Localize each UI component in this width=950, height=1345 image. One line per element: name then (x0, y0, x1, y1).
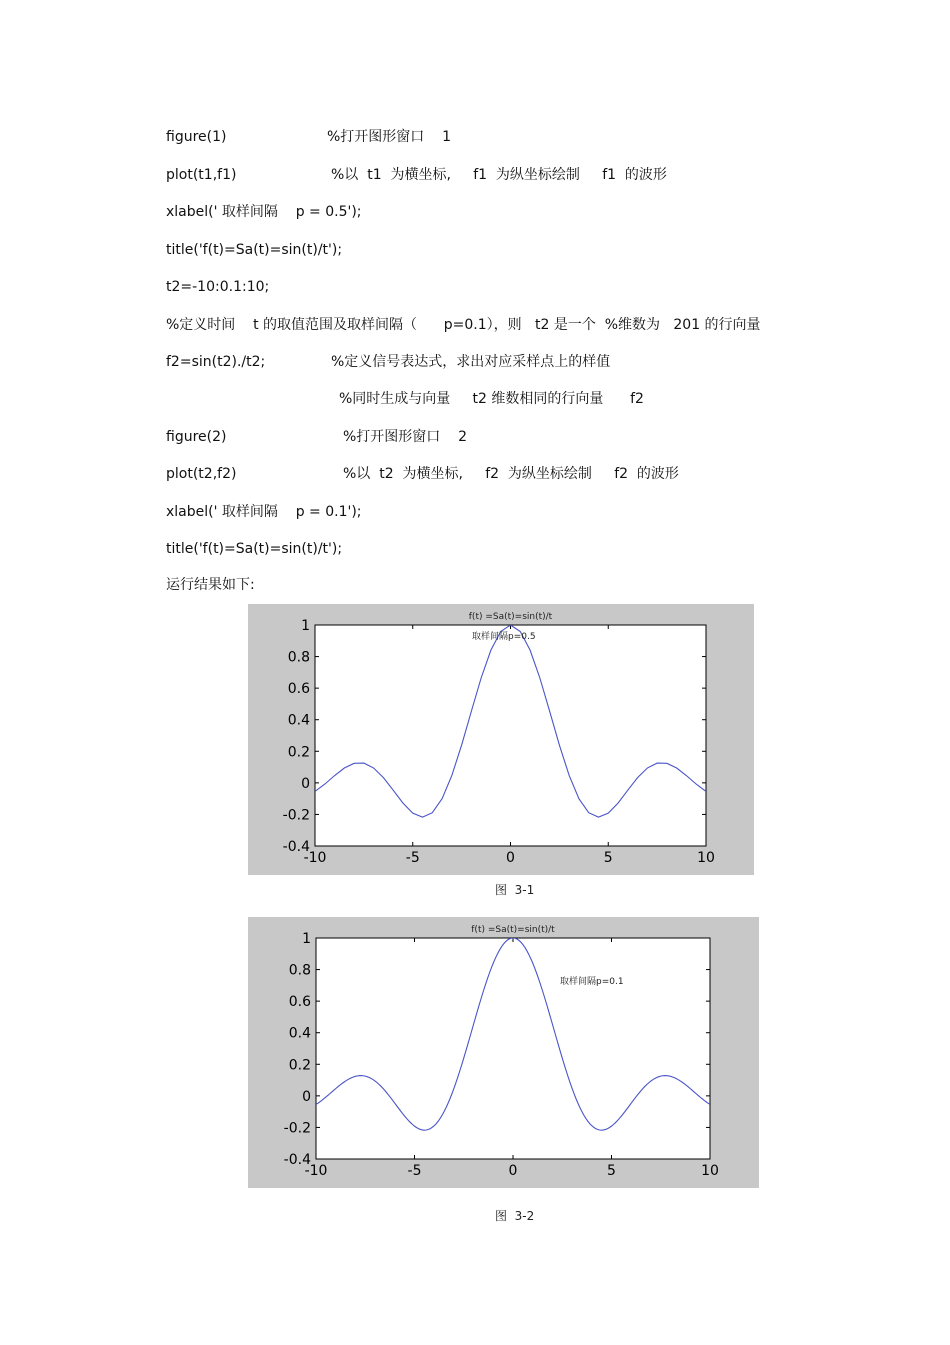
chart-svg-1 (248, 604, 754, 875)
chart-title: f(t) =Sa(t)=sin(t)/t (468, 612, 553, 622)
code-line: f2=sin(t2)./t2; (166, 354, 266, 370)
y-tick-label: 0.2 (287, 744, 310, 761)
y-tick-label: -0.4 (283, 1152, 311, 1168)
code-comment: %打开图形窗口 1 (327, 129, 452, 145)
chart-svg-2 (248, 917, 759, 1188)
code-line (166, 166, 236, 184)
plot-area (316, 938, 710, 1159)
code-line: t2=-10:0.1:10; (166, 279, 270, 295)
code-line: title('f(t)=Sa(t)=sin(t)/t'); (166, 541, 343, 557)
y-tick-label: 0.8 (287, 649, 310, 666)
x-tick-label: 0 (506, 850, 515, 866)
x-tick-label: 10 (701, 1163, 719, 1179)
code-line (166, 128, 226, 146)
y-tick-label: 0.6 (288, 994, 311, 1011)
y-tick-label: 0 (302, 1088, 311, 1105)
figure-caption-2: 图 3-2 (495, 1209, 535, 1223)
code-line: plot(t2,f2) (166, 466, 237, 482)
y-tick-label: 0.4 (288, 1025, 311, 1042)
code-line: figure(2) (166, 429, 227, 445)
code-line: xlabel(' 取样间隔 p = 0.1'); (166, 504, 362, 520)
x-tick-label: 5 (603, 850, 613, 866)
y-tick-label: 1 (301, 618, 310, 634)
chart-title: f(t) =Sa(t)=sin(t)/t (471, 925, 555, 935)
y-tick-label: 0.2 (288, 1057, 311, 1074)
plot-area (315, 625, 706, 846)
y-tick-label: -0.2 (283, 1120, 311, 1137)
code-comment: %定义信号表达式，求出对应采样点上的样值 (331, 354, 611, 370)
code-line: xlabel(' 取样间隔 p = 0.5'); (166, 204, 362, 220)
figure-2 (248, 917, 759, 1188)
y-tick-label: -0.4 (282, 839, 310, 855)
chart-annotation: 取样间隔p=0.1 (560, 977, 624, 987)
x-tick-label: 5 (607, 1163, 616, 1179)
code-line: title('f(t)=Sa(t)=sin(t)/t'); (166, 242, 343, 258)
x-tick-label: -5 (405, 850, 420, 866)
code-line: %定义时间 t 的取值范围及取样间隔（ p=0.1），则 t2 是一个 %维数为 201 的行向量 (166, 317, 761, 333)
y-tick-label: 0.6 (287, 681, 310, 698)
results-intro: 运行结果如下: (166, 577, 255, 593)
code-comment: %以 t2 为横坐标, f2 为纵坐标绘制 f2 的波形 (343, 466, 679, 482)
figure-caption-1: 图 3-1 (495, 883, 535, 897)
code-text: plot(t1,f1) (166, 167, 237, 183)
x-tick-label: 10 (697, 850, 715, 866)
y-tick-label: 0.8 (288, 962, 311, 979)
y-tick-label: 1 (302, 931, 311, 947)
chart-annotation: 取样间隔p=0.5 (472, 632, 536, 642)
x-tick-label: -5 (407, 1163, 422, 1179)
x-tick-label: -10 (303, 850, 327, 866)
code-comment: %打开图形窗口 2 (343, 429, 468, 445)
y-tick-label: 0 (301, 775, 310, 792)
y-tick-label: -0.2 (282, 807, 310, 824)
x-tick-label: -10 (304, 1163, 328, 1179)
x-tick-label: 0 (508, 1163, 518, 1179)
y-tick-label: 0.4 (287, 712, 310, 729)
code-text: figure(1) (166, 129, 227, 145)
figure-1 (248, 604, 754, 875)
code-comment: %以 t1 为横坐标, f1 为纵坐标绘制 f1 的波形 (331, 167, 667, 183)
code-comment: %同时生成与向量 t2 维数相同的行向量 f2 (339, 391, 644, 407)
